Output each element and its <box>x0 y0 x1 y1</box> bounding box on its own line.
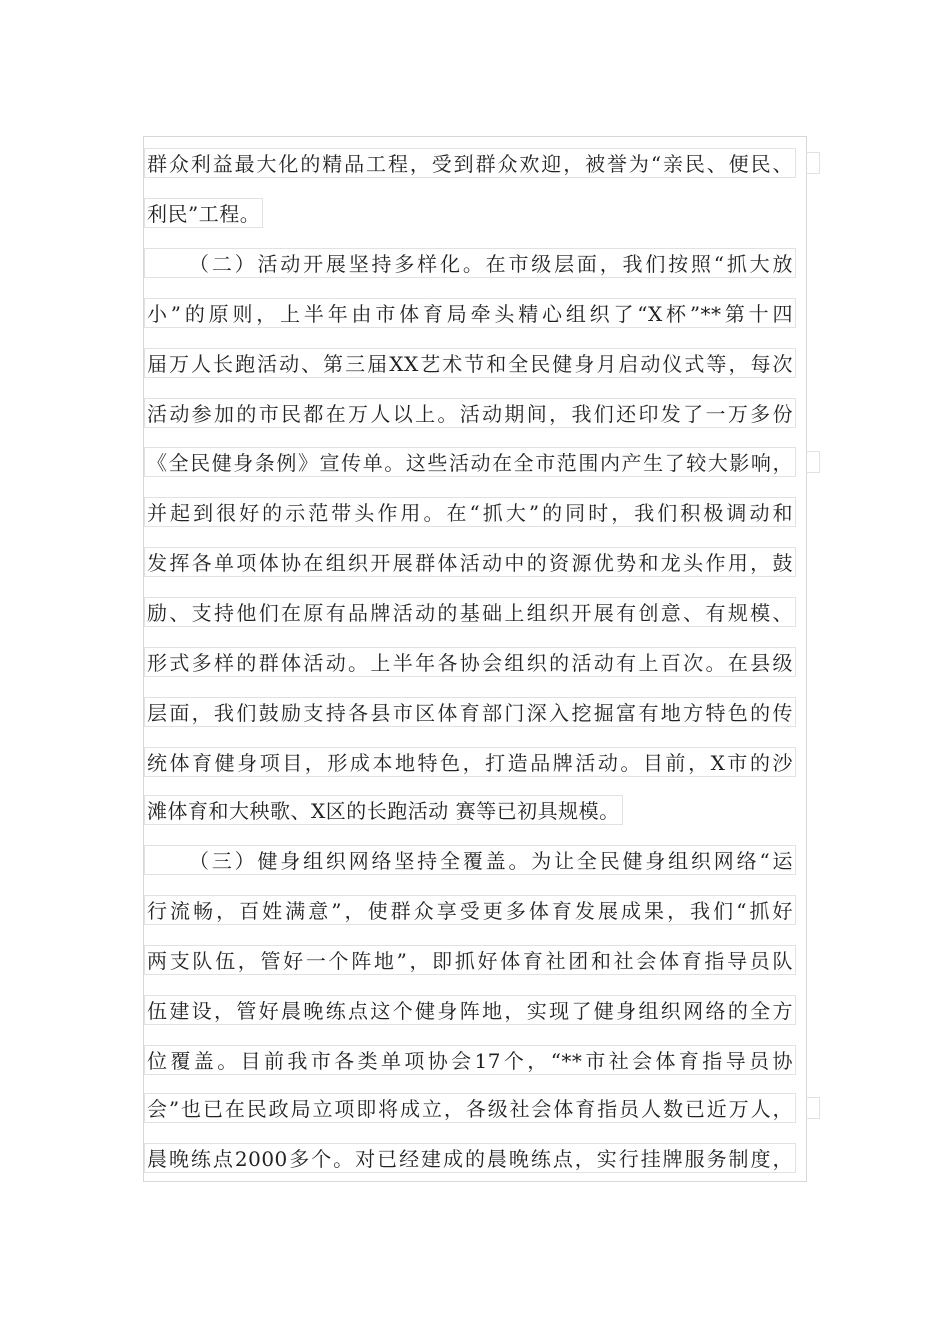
text-line: 《全民健身条例》宣传单。这些活动在全市范围内产生了较大影响， <box>144 447 796 477</box>
text-line: 形式多样的群体活动。上半年各协会组织的活动有上百次。在县级 <box>144 647 796 677</box>
text-line: 并起到很好的示范带头作用。在“抓大”的同时，我们积极调动和 <box>144 497 796 527</box>
text-line: 小”的原则，上半年由市体育局牵头精心组织了“X杯”**第十四 <box>144 298 796 328</box>
text-line: 届万人长跑活动、第三届XX艺术节和全民健身月启动仪式等，每次 <box>144 348 796 378</box>
text-line: 发挥各单项体协在组织开展群体活动中的资源优势和龙头作用，鼓 <box>144 547 796 577</box>
line-overflow-marker <box>806 152 820 174</box>
text-line: 伍建设，管好晨晚练点这个健身阵地，实现了健身组织网络的全方 <box>144 995 796 1025</box>
text-line: （二）活动开展坚持多样化。在市级层面，我们按照“抓大放 <box>144 248 796 278</box>
text-line: 利民”工程。 <box>144 198 263 228</box>
text-line: （三）健身组织网络坚持全覆盖。为让全民健身组织网络“运 <box>144 845 796 875</box>
text-line: 行流畅，百姓满意”，使群众享受更多体育发展成果，我们“抓好 <box>144 895 796 925</box>
text-line: 两支队伍，管好一个阵地”，即抓好体育社团和社会体育指导员队 <box>144 945 796 975</box>
line-overflow-marker <box>806 1097 820 1119</box>
line-overflow-marker <box>806 451 820 473</box>
text-line: 会”也已在民政局立项即将成立，各级社会体育指员人数已近万人， <box>144 1093 796 1123</box>
text-line: 层面，我们鼓励支持各县市区体育部门深入挖掘富有地方特色的传 <box>144 697 796 727</box>
text-line: 活动参加的市民都在万人以上。活动期间，我们还印发了一万多份 <box>144 398 796 428</box>
text-line: 励、支持他们在原有品牌活动的基础上组织开展有创意、有规模、 <box>144 597 796 627</box>
text-line: 群众利益最大化的精品工程，受到群众欢迎，被誉为“亲民、便民、 <box>144 148 796 178</box>
text-line: 滩体育和大秧歌、X区的长跑活动 赛等已初具规模。 <box>144 795 623 825</box>
text-line: 晨晚练点2000多个。对已经建成的晨晚练点，实行挂牌服务制度， <box>144 1143 796 1173</box>
text-line: 位覆盖。目前我市各类单项协会17个，“**市社会体育指导员协 <box>144 1045 796 1075</box>
text-line: 统体育健身项目，形成本地特色，打造品牌活动。目前，X市的沙 <box>144 747 796 777</box>
